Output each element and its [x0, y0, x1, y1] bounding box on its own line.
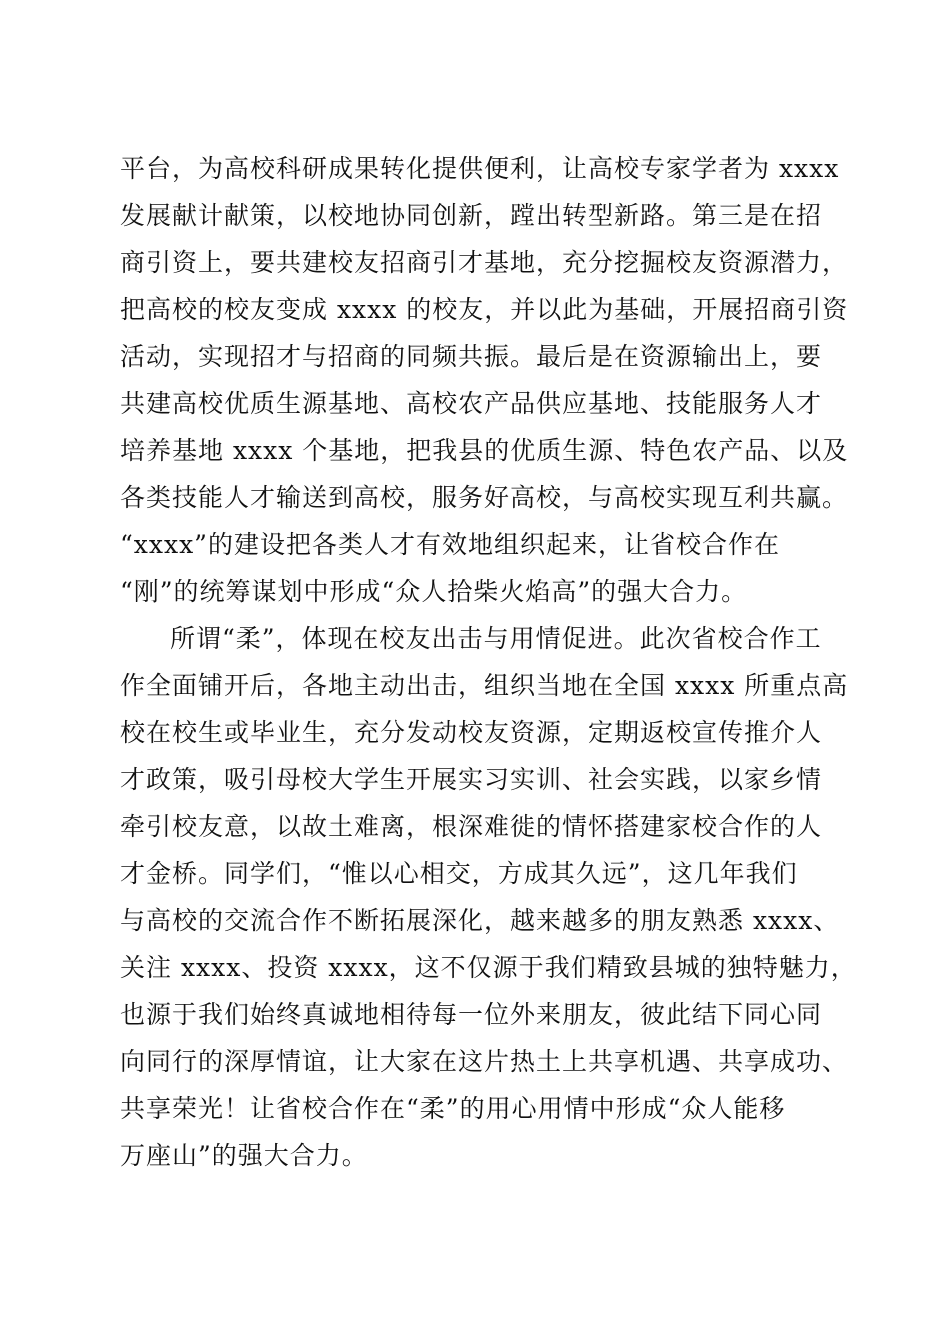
text-line: 共建高校优质生源基地、高校农产品供应基地、技能服务人才	[120, 389, 823, 418]
text-line: 作全面铺开后，各地主动出击，组织当地在全国 xxxx 所重点高	[120, 671, 849, 700]
text-line: 共享荣光！让省校合作在“柔”的用心用情中形成“众人能移	[120, 1094, 786, 1123]
text-line: “xxxx”的建设把各类人才有效地组织起来，让省校合作在	[120, 530, 780, 559]
text-line: 商引资上，要共建校友招商引才基地，充分挖掘校友资源潜力，	[120, 248, 849, 277]
text-line: 发展献计献策，以校地协同创新，蹚出转型新路。第三是在招	[120, 201, 823, 230]
text-line: 向同行的深厚情谊，让大家在这片热土上共享机遇、共享成功、	[120, 1047, 849, 1076]
text-line: 牵引校友意，以故土难离，根深难徙的情怀搭建家校合作的人	[120, 812, 823, 841]
text-line: 各类技能人才输送到高校，服务好高校，与高校实现互利共赢。	[120, 483, 849, 512]
text-line: 平台，为高校科研成果转化提供便利，让高校专家学者为 xxxx	[120, 154, 840, 183]
text-line: 活动，实现招才与招商的同频共振。最后是在资源输出上，要	[120, 342, 823, 371]
text-line: 才金桥。同学们，“惟以心相交，方成其久远”，这几年我们	[120, 859, 798, 888]
text-line: 与高校的交流合作不断拓展深化，越来越多的朋友熟悉 xxxx、	[120, 906, 840, 935]
text-line: 校在校生或毕业生，充分发动校友资源，定期返校宣传推介人	[120, 718, 823, 747]
text-line: 万座山”的强大合力。	[120, 1141, 368, 1170]
text-line: “刚”的统筹谋划中形成“众人拾柴火焰高”的强大合力。	[120, 577, 748, 606]
text-line: 把高校的校友变成 xxxx 的校友，并以此为基础，开展招商引资	[120, 295, 849, 324]
text-line: 关注 xxxx、投资 xxxx，这不仅源于我们精致县城的独特魅力，	[120, 953, 857, 982]
text-line: 也源于我们始终真诚地相待每一位外来朋友，彼此结下同心同	[120, 1000, 823, 1029]
body-text	[120, 145, 860, 1179]
text-line: 才政策，吸引母校大学生开展实习实训、社会实践，以家乡情	[120, 765, 823, 794]
paragraph-first-line: 所谓“柔”，体现在校友出击与用情促进。此次省校合作工	[170, 624, 822, 653]
text-line: 培养基地 xxxx 个基地，把我县的优质生源、特色农产品、以及	[120, 436, 849, 465]
